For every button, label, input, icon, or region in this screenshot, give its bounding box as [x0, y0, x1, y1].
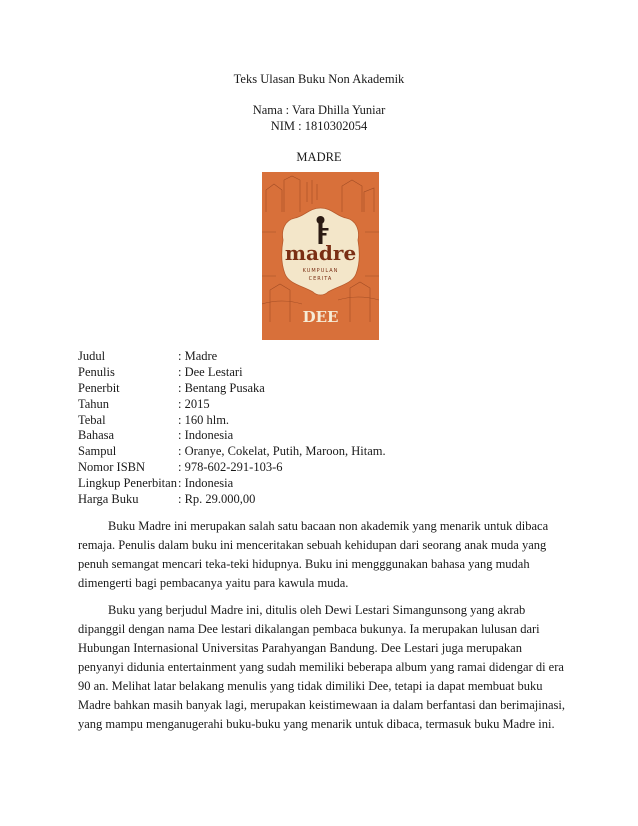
paragraph-line: remaja. Penulis dalam buku ini menceritakan sebuah kehidupan dari seorang anak muda yang	[78, 538, 547, 552]
detail-value: : 978-602-291-103-6	[178, 460, 283, 475]
detail-label: Nomor ISBN	[78, 460, 146, 475]
detail-value: : Indonesia	[178, 428, 234, 443]
cover-subtitle-1: KUMPULAN	[302, 268, 339, 274]
paragraph-line: Buku yang berjudul Madre ini, ditulis oleh Dewi Lestari Simangunsong yang akrab	[108, 603, 526, 617]
book-cover-illustration	[262, 172, 379, 340]
document-title: Teks Ulasan Buku Non Akademik	[233, 72, 405, 86]
paragraph-line: 90 an. Melihat latar belakang menulis yang tidak dimiliki Dee, tetapi ia dapat membuat buku	[78, 679, 543, 693]
paragraph-line: dimengerti bagi pembacanya yaitu para kawula muda.	[78, 576, 349, 590]
detail-row	[78, 428, 558, 444]
paragraph-line: penyanyi didunia entertainment yang sudah memiliki beberapa album yang ramai didengar di era	[78, 660, 564, 674]
paragraph-line: Buku Madre ini merupakan salah satu bacaan non akademik yang menarik untuk dibaca	[108, 519, 549, 533]
paragraph-line: dipanggil dengan nama Dee lestari dikalangan pembaca bukunya. Ia merupakan lulusan dari	[78, 622, 540, 636]
detail-row	[78, 381, 558, 397]
review-paragraph-1	[78, 517, 568, 593]
detail-row	[78, 365, 558, 381]
author-name: Nama : Vara Dhilla Yuniar	[252, 103, 386, 117]
review-paragraph-2	[78, 601, 568, 734]
detail-value: : Indonesia	[178, 476, 234, 491]
cover-subtitle-2: CERITA	[308, 276, 333, 282]
book-cover-image	[262, 172, 379, 340]
detail-label: Sampul	[78, 444, 117, 459]
detail-row	[78, 476, 558, 492]
detail-label: Tahun	[78, 396, 110, 411]
detail-value: : Bentang Pusaka	[178, 380, 265, 395]
detail-label: Penerbit	[78, 380, 120, 395]
detail-row	[78, 460, 558, 476]
paragraph-line: Hubungan Internasional Universitas Parahyangan Bandung. Dee Lestari juga merupakan	[78, 641, 522, 655]
detail-label: Bahasa	[78, 428, 115, 443]
detail-label: Judul	[78, 349, 106, 363]
book-heading: MADRE	[296, 150, 342, 164]
cover-author: DEE	[302, 308, 339, 326]
detail-value: : 2015	[178, 396, 210, 411]
cover-title: madre	[284, 241, 357, 265]
paragraph-line: Madre bahkan masih banyak lagi, merupakan keistimewaan ia dalam berfantasi dan berimajinasi,	[78, 698, 565, 712]
detail-label: Penulis	[78, 364, 115, 379]
book-details-table	[78, 349, 558, 508]
detail-label: Harga Buku	[78, 492, 139, 507]
detail-value: : Dee Lestari	[178, 364, 243, 379]
detail-value: : 160 hlm.	[178, 412, 230, 427]
detail-row	[78, 444, 558, 460]
detail-label: Tebal	[78, 412, 106, 427]
detail-row	[78, 413, 558, 429]
detail-row	[78, 397, 558, 413]
detail-value: : Oranye, Cokelat, Putih, Maroon, Hitam.	[178, 444, 386, 459]
detail-label: Lingkup Penerbitan	[78, 476, 177, 491]
paragraph-line: penuh semangat mencari teka-teki hidupnya. Buku ini mengggunakan bahasa yang mudah	[78, 557, 530, 571]
author-nim: NIM : 1810302054	[270, 119, 368, 133]
detail-row	[78, 492, 558, 508]
detail-value: : Madre	[178, 349, 218, 363]
paragraph-line: yang mampu menganugerahi buku-buku yang menarik untuk dibaca, termasuk buku Madre ini.	[78, 717, 555, 731]
detail-value: : Rp. 29.000,00	[178, 492, 256, 507]
detail-row	[78, 349, 558, 365]
